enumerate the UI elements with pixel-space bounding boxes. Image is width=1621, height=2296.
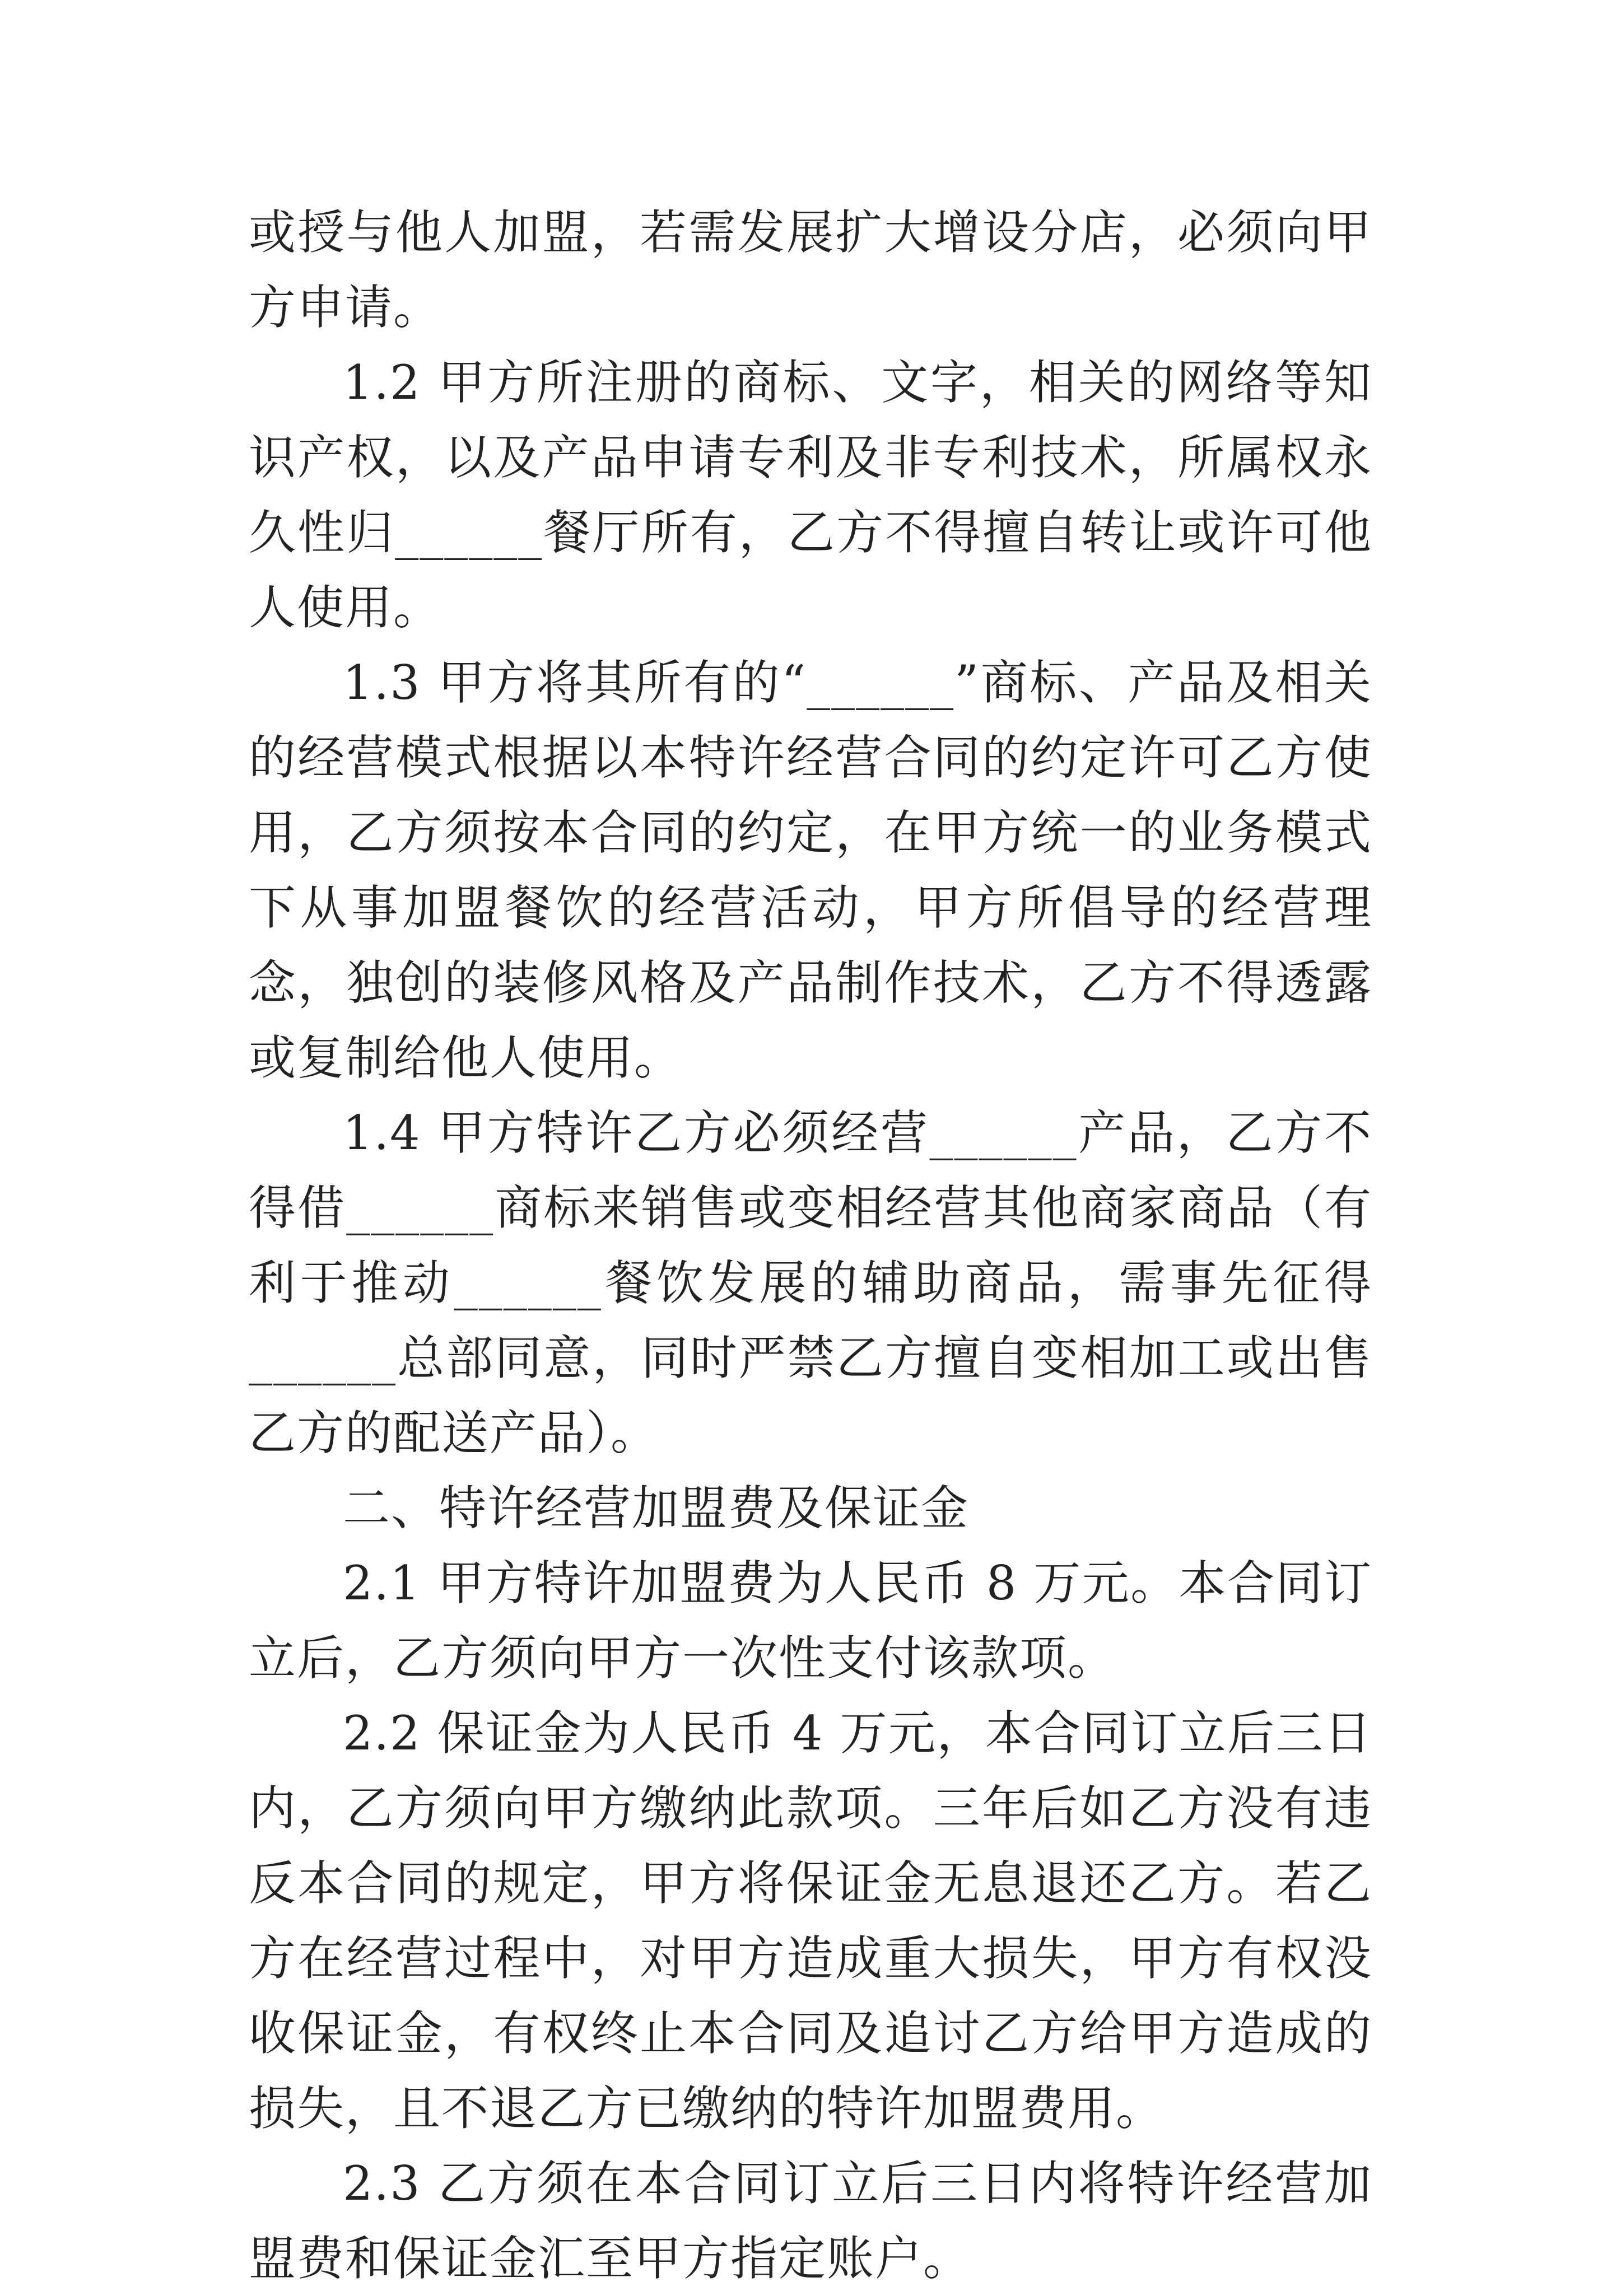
clause-1-3: 1.3 甲方将其所有的“______”商标、产品及相关的经营模式根据以本特许经营合同的约定许可乙方使用，乙方须按本合同的约定，在甲方统一的业务模式下从事加盟餐饮的经营活动，甲方所倡导的经营理念，独创的装修风格及产品制作技术，乙方不得透露或复制给他人使用。	[249, 655, 1372, 1085]
paragraph-continuation: 或授与他人加盟，若需发展扩大增设分店，必须向甲方申请。	[249, 205, 1372, 335]
section-2-heading: 二、特许经营加盟费及保证金	[343, 1481, 970, 1536]
clause-1-4: 1.4 甲方特许乙方必须经营______产品，乙方不得借______商标来销售或变相经营其他商家商品（有利于推动______餐饮发展的辅助商品，需事先征得______总部同意，同时严禁乙方擅自变相加工或出售乙方的配送产品）。	[249, 1105, 1372, 1460]
clause-1-2: 1.2 甲方所注册的商标、文字，相关的网络等知识产权，以及产品申请专利及非专利技术，所属权永久性归______餐厅所有，乙方不得擅自转让或许可他人使用。	[249, 355, 1372, 635]
clause-2-1: 2.1 甲方特许加盟费为人民币 8 万元。本合同订立后，乙方须向甲方一次性支付该款项。	[249, 1556, 1372, 1686]
document-body	[249, 195, 1372, 2296]
clause-2-3: 2.3 乙方须在本合同订立后三日内将特许经营加盟费和保证金汇至甲方指定账户。	[249, 2156, 1372, 2286]
clause-2-2: 2.2 保证金为人民币 4 万元，本合同订立后三日内，乙方须向甲方缴纳此款项。三年后如乙方没有违反本合同的规定，甲方将保证金无息退还乙方。若乙方在经营过程中，对甲方造成重大损失，甲方有权没收保证金，有权终止本合同及追讨乙方给甲方造成的损失，且不退乙方已缴纳的特许加盟费用。	[249, 1706, 1372, 2136]
